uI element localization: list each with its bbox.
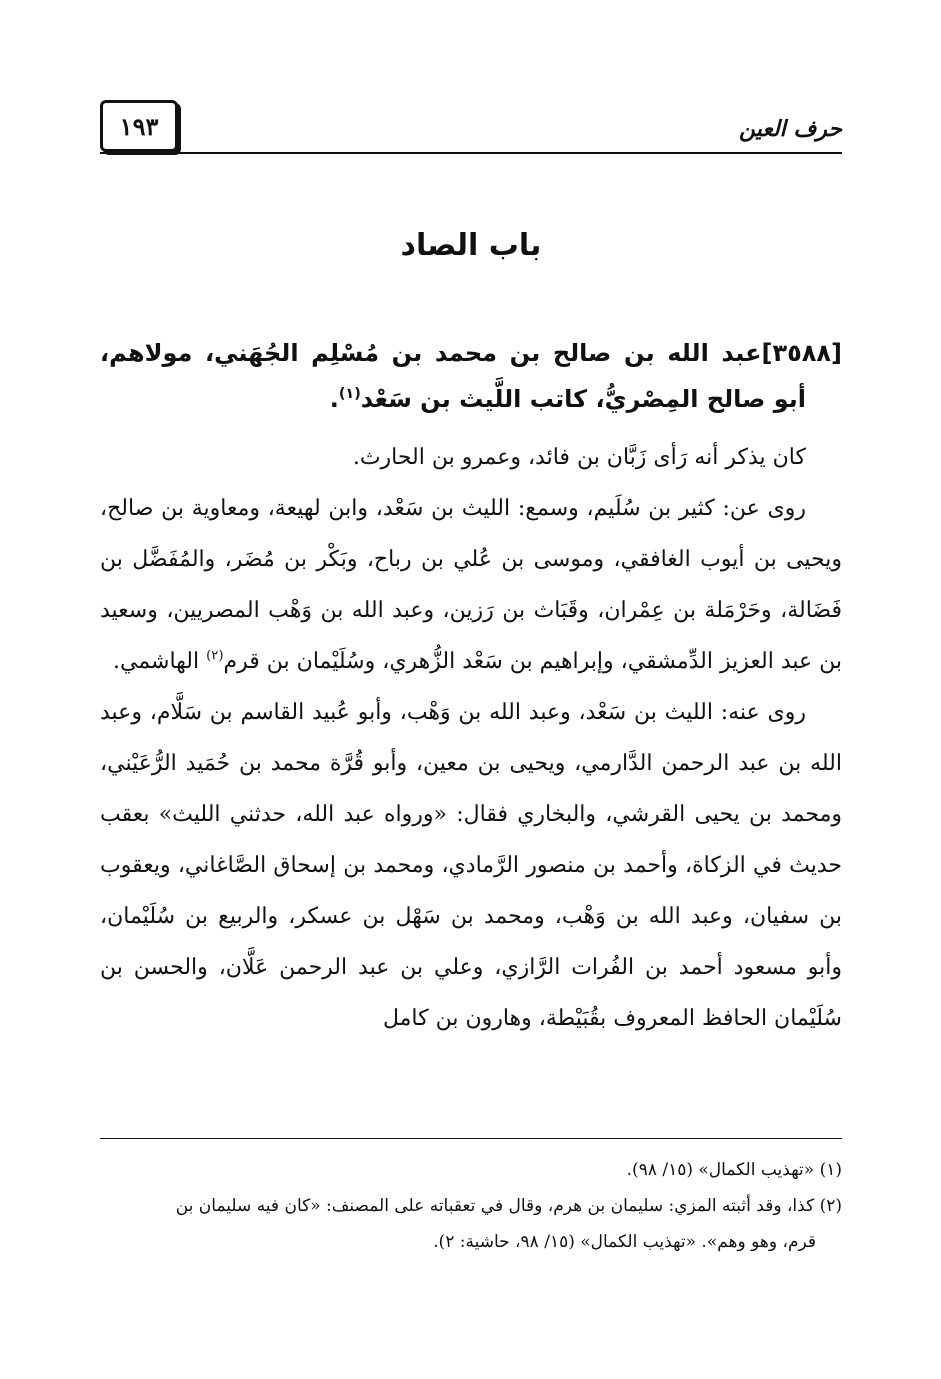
header-rule (100, 152, 842, 154)
page-number: ١٩٣ (119, 111, 159, 141)
entry-heading-period: . (329, 385, 339, 413)
entry-heading (100, 330, 842, 422)
paragraph-narrated-from-end: الهاشمي. (112, 649, 207, 674)
paragraph-narrated-by: روى عنه: الليث بن سَعْد، وعبد الله بن وَهْب، وأبو عُبيد القاسم بن سَلَّام، وعبد الله بن عبد الرحمن الدَّارمي، ويحيى بن معين، وأبو قُرَّة محمد بن حُمَيد الرُّعَيْني، ومحمد بن يحيى القرشي، والبخاري فقال: «ورواه عبد الله، حدثني الليث» بعقب حديث في الزكاة، وأحمد بن منصور الرَّمادي، ومحمد بن إسحاق الصَّاغاني، ويعقوب بن سفيان، وعبد الله بن وَهْب، ومحمد بن سَهْل بن عسكر، والربيع بن سُلَيْمان، وأبو مسعود أحمد بن الفُرات الرَّازي، وعلي بن عبد الرحمن عَلَّان، والحسن بن سُلَيْمان الحافظ المعروف بقُبَيْطة، وهارون بن كامل (100, 700, 842, 1031)
entry-heading-line1 (100, 330, 842, 376)
entry-body (100, 432, 842, 1044)
footnote-1: (١) «تهذيب الكمال» (١٥/ ٩٨). (626, 1160, 842, 1180)
paragraph-narrated-from (100, 483, 842, 687)
entry-name-line1: عبد الله بن صالح بن محمد بن مُسْلِم الجُهَني، مولاهم، (100, 339, 762, 367)
footnote-2-line1: (٢) كذا، وقد أثبته المزي: سليمان بن هرم، وقال في تعقباته على المصنف: «كان فيه سليمان بن (175, 1196, 842, 1216)
footnotes (100, 1152, 842, 1260)
footnote-2-line2: قرم، وهو وهم». «تهذيب الكمال» (١٥/ ٩٨، حاشية: ٢). (433, 1232, 816, 1252)
footnote-ref-2[interactable]: (٢) (206, 648, 224, 664)
chapter-title: باب الصاد (400, 228, 542, 263)
page-header (100, 96, 842, 156)
running-head: حرف العين (738, 116, 842, 142)
entry-name-line2: أبو صالح المِصْريُّ، كاتب اللَّيث بن سَعْد (360, 385, 806, 413)
footnote-ref-1[interactable]: (١) (338, 386, 361, 402)
paragraph-narrated-from-text: روى عن: كثير بن سُلَيم، وسمع: الليث بن سَعْد، وابن لهيعة، ومعاوية بن صالح، ويحيى بن أيوب الغافقي، وموسى بن عُلي بن رباح، وبَكْر بن مُضَر، والمُفَضَّل بن فَضَالة، وحَرْمَلة بن عِمْران، وقَبَاث بن رَزين، وعبد الله بن وَهْب المصريين، وسعيد بن عبد العزيز الدِّمشقي، وإبراهيم بن سَعْد الزُّهري، وسُلَيْمان بن قرم (100, 496, 842, 674)
paragraph-seen: كان يذكر أنه رَأى زَبَّان بن فائد، وعمرو بن الحارث. (352, 445, 806, 470)
entry-number: [٣٥٨٨] (761, 339, 842, 367)
footnote-separator (100, 1138, 842, 1139)
page-number-box (100, 100, 178, 152)
entry-heading-line2 (100, 376, 842, 422)
